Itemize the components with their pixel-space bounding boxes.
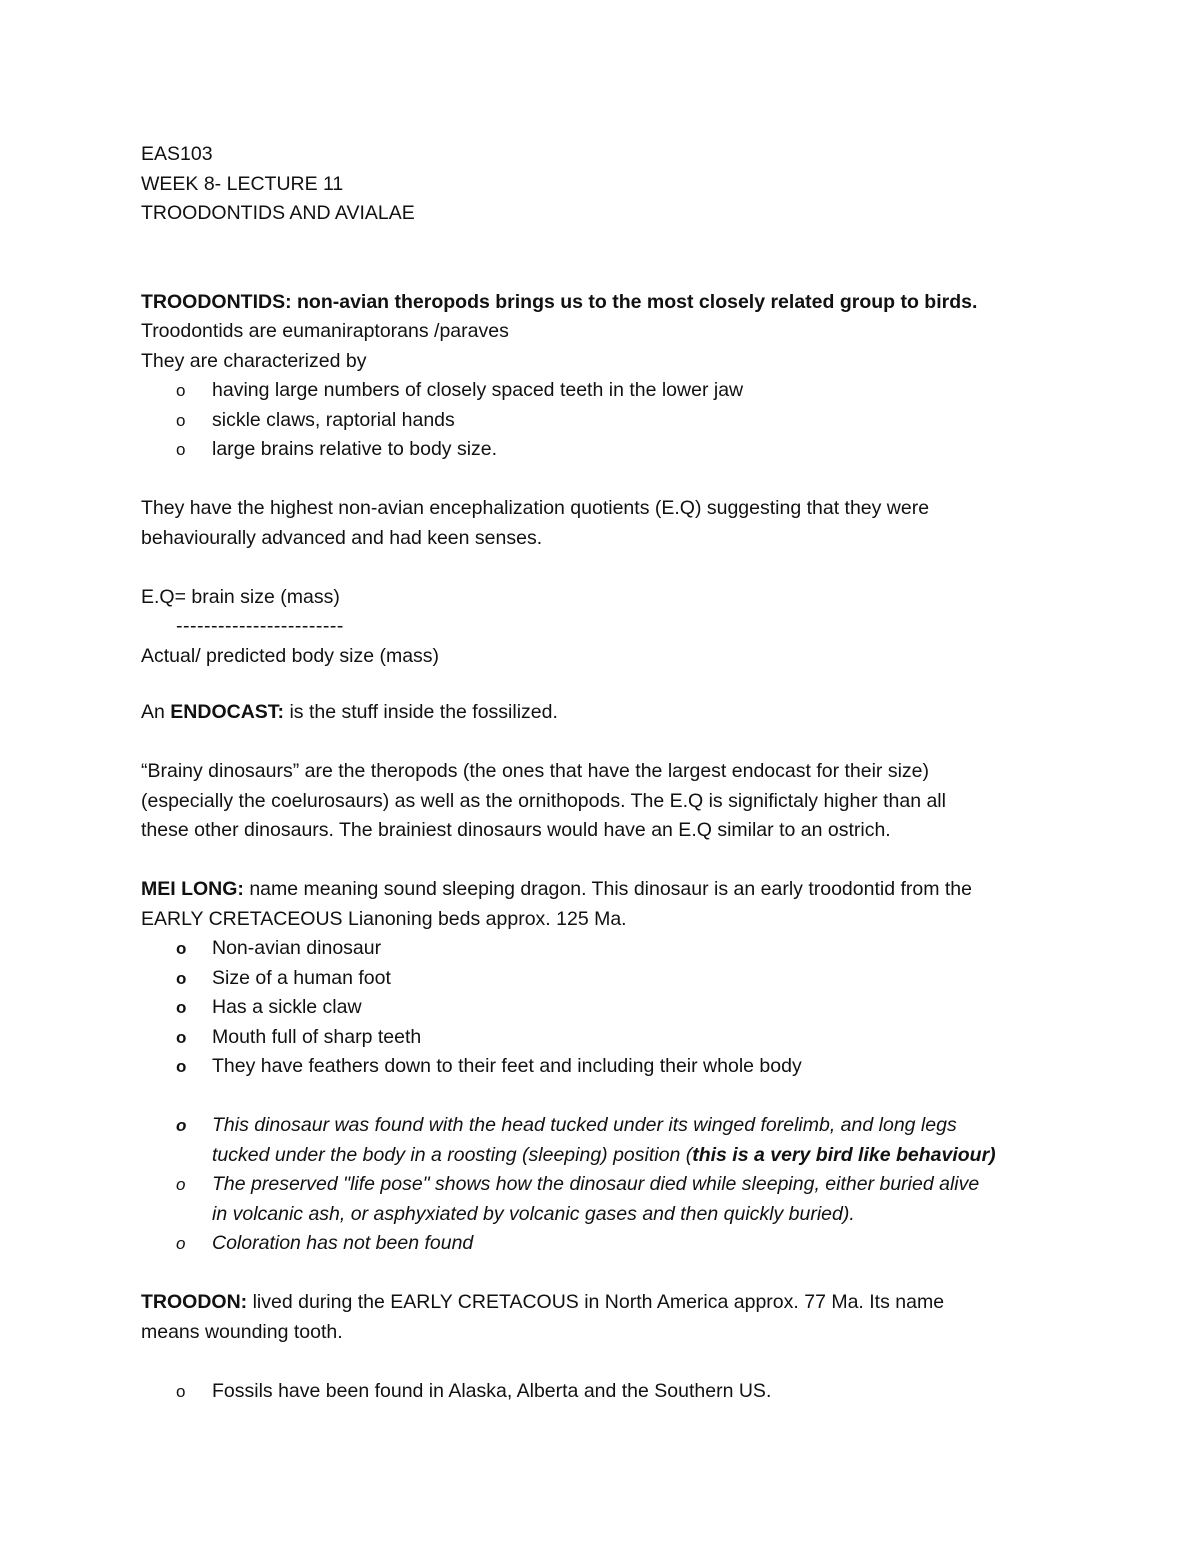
list-item-text: in volcanic ash, or asphyxiated by volcanic gases and then quickly buried). [212,1202,855,1225]
eq-divider: ------------------------ [176,615,344,637]
document-page [141,140,1081,1406]
mei-long-notes-list [141,1111,1081,1259]
troodon-fossils-list [141,1377,1081,1407]
eq-numerator: E.Q= brain size (mass) [141,585,340,608]
eq-paragraph-line2: behaviourally advanced and had keen senses. [141,526,543,549]
list-item-text-line2 [212,1141,1081,1171]
emphasis-text: this is a very bird like behaviour) [692,1143,996,1166]
list-item-text: The preserved "life pose" shows how the dinosaur died while sleeping, either buried alive [212,1173,980,1195]
troodontids-lead: non-avian theropods brings us to the most closely related group to birds. [291,290,978,313]
list-item-text: sickle claws, raptorial hands [212,408,455,431]
troodontids-line2: Troodontids are eumaniraptorans /paraves [141,320,509,342]
bullet-icon: o [176,440,186,459]
list-item [141,1229,1081,1259]
eq-paragraph-line1: They have the highest non-avian encephalization quotients (E.Q) suggesting that they were [141,497,930,519]
bullet-icon: o [176,1381,186,1401]
lecture-topic: TROODONTIDS AND AVIALAE [141,202,415,224]
bullet-icon: o [176,939,187,958]
mei-long-line1 [141,875,1081,905]
endocast-definition [141,698,1081,728]
list-item-text: large brains relative to body size. [212,438,498,460]
list-item [141,964,1081,994]
list-item-text: They have feathers down to their feet and including their whole body [212,1055,802,1077]
list-item [141,1377,1081,1407]
eq-denominator: Actual/ predicted body size (mass) [141,644,440,667]
list-item [141,1111,1081,1170]
list-item-text: tucked under the body in a roosting (sleeping) position ( [212,1143,693,1166]
spacer [141,1347,1081,1377]
list-item [141,435,1081,465]
mei-long-text: name meaning sound sleeping dragon. This dinosaur is an early troodontid from the [243,878,973,900]
troodontids-line3: They are characterized by [141,349,367,372]
troodon-line1 [141,1288,1081,1318]
bullet-icon: o [176,998,187,1017]
list-item-text: Non-avian dinosaur [212,937,382,959]
bullet-icon: o [176,1116,187,1135]
brainy-line3: these other dinosaurs. The brainiest dinosaurs would have an E.Q similar to an ostrich. [141,819,891,841]
list-item [141,406,1081,436]
spacer [141,728,1081,758]
spacer [141,846,1081,876]
list-item [141,934,1081,964]
bullet-icon: o [176,410,186,430]
list-item [141,1023,1081,1053]
mei-long-term: MEI LONG: [141,878,244,900]
bullet-icon: o [176,1175,186,1194]
brainy-line2: (especially the coelurosaurs) as well as the ornithopods. The E.Q is significtaly higher than all [141,789,946,812]
list-item-text: Has a sickle claw [212,996,362,1018]
troodon-line2: means wounding tooth. [141,1320,343,1343]
list-item-text: This dinosaur was found with the head tucked under its winged forelimb, and long legs [212,1114,957,1136]
brainy-line1: “Brainy dinosaurs” are the theropods (the ones that have the largest endocast for their size) [141,760,930,782]
endocast-term: ENDOCAST: [170,701,285,723]
endocast-prefix: An [141,701,171,723]
troodon-text: lived during the EARLY CRETACOUS in North America approx. 77 Ma. Its name [247,1291,945,1313]
spacer [141,1259,1081,1289]
spacer [141,553,1081,583]
list-item [141,1170,1081,1229]
spacer [141,671,1081,698]
endocast-text: is the stuff inside the fossilized. [284,701,558,723]
troodon-term: TROODON: [141,1291,248,1313]
spacer [141,258,1081,288]
week-lecture: WEEK 8- LECTURE 11 [141,172,344,195]
mei-long-line2: EARLY CRETACEOUS Lianoning beds approx. 125 Ma. [141,907,627,930]
list-item [141,376,1081,406]
troodontids-term: TROODONTIDS: [141,290,292,313]
spacer [141,229,1081,259]
course-code: EAS103 [141,143,213,165]
bullet-icon: o [176,1234,186,1253]
bullet-icon: o [176,968,187,988]
list-item-text: Mouth full of sharp teeth [212,1025,422,1048]
troodontid-traits-list [141,376,1081,465]
list-item-text: Size of a human foot [212,966,391,989]
list-item [141,993,1081,1023]
spacer [141,1082,1081,1112]
list-item-text: Coloration has not been found [212,1232,474,1254]
list-item-text: Fossils have been found in Alaska, Alberta and the Southern US. [212,1379,772,1402]
bullet-icon: o [176,381,186,400]
list-item-text: having large numbers of closely spaced teeth in the lower jaw [212,379,744,401]
bullet-icon: o [176,1057,187,1076]
list-item [141,1052,1081,1082]
mei-long-traits-list [141,934,1081,1082]
troodontids-heading [141,288,1081,318]
bullet-icon: o [176,1027,187,1047]
spacer [141,465,1081,495]
